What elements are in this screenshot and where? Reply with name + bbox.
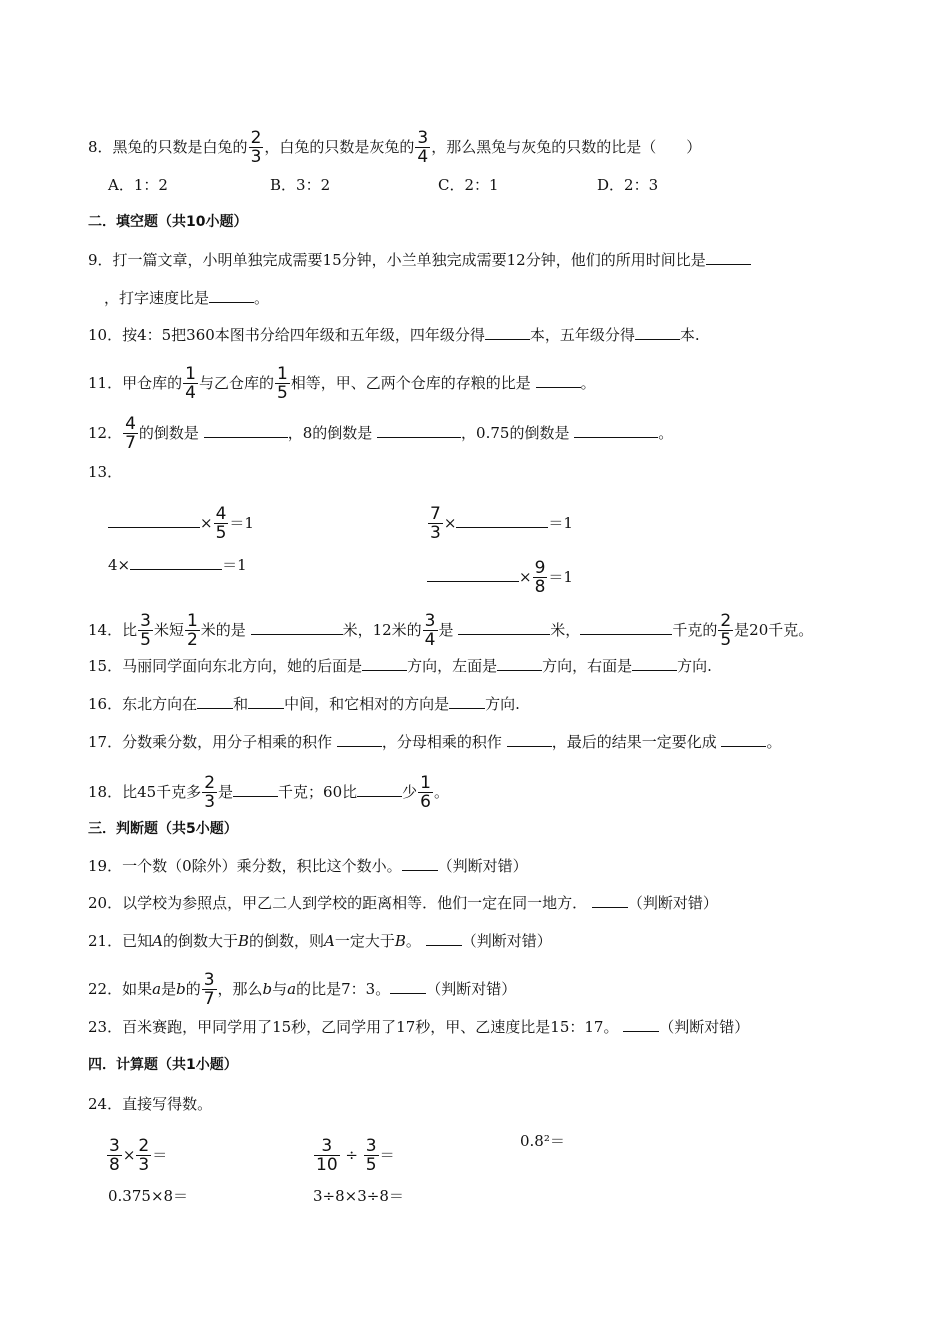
question-text: ，8的倒数是 (287, 424, 373, 442)
question-number: 11． (88, 374, 123, 392)
equation-13d (427, 560, 573, 596)
expression: 4× (108, 556, 131, 574)
question-12 (88, 416, 673, 452)
numerator: 3 (109, 1136, 120, 1156)
denominator: 6 (420, 792, 431, 812)
question-15 (88, 656, 712, 676)
denominator: 4 (424, 630, 436, 650)
fraction (423, 613, 438, 649)
numerator: 1 (185, 364, 196, 384)
answer-blank[interactable] (130, 555, 222, 570)
denominator: 3 (250, 147, 262, 167)
question-14 (88, 613, 813, 649)
numerator: 2 (250, 128, 262, 148)
question-text: （判断对错） (426, 980, 517, 998)
question-text: 比45千克多 (122, 783, 202, 801)
question-number: 22． (88, 980, 123, 998)
question-24 (88, 1094, 212, 1114)
question-text: 和 (233, 695, 249, 713)
fraction (415, 130, 430, 166)
answer-blank[interactable] (362, 656, 407, 671)
question-text: 米的是 (200, 621, 246, 639)
equals-one: ＝1 (548, 514, 573, 532)
section-heading-calculation: 四．计算题（共1小题） (88, 1057, 238, 1073)
option-c: C．2：1 (438, 176, 499, 194)
fraction (533, 560, 548, 596)
denominator: 5 (215, 523, 227, 543)
question-number: 21． (88, 932, 123, 950)
equals-one: ＝1 (548, 568, 573, 586)
numerator: 3 (424, 611, 436, 631)
answer-blank[interactable] (337, 732, 382, 747)
numerator: 7 (430, 504, 441, 524)
question-text: 本，五年级分得 (529, 326, 635, 344)
question-19 (88, 856, 528, 876)
fraction (202, 972, 217, 1008)
question-text: ，0.75的倒数是 (461, 424, 570, 442)
question-text: （判断对错） (627, 894, 718, 912)
question-number: 19． (88, 857, 123, 875)
question-9 (88, 250, 751, 270)
question-text: 方向，左面是 (407, 657, 498, 675)
fraction (275, 366, 290, 402)
question-text: （判断对错） (659, 1018, 750, 1036)
question-text: 按4：5把360本图书分给四年级和五年级，四年级分得 (122, 326, 485, 344)
question-text: 是 (161, 980, 177, 998)
option-a: A．1：2 (108, 176, 168, 194)
question-text: 。 (766, 733, 782, 751)
answer-blank[interactable] (635, 325, 680, 340)
question-text: 直接写得数。 (122, 1095, 213, 1113)
question-text: 米， (550, 621, 581, 639)
expression-24c: 0.8²＝ (520, 1132, 565, 1150)
question-11 (88, 366, 596, 402)
answer-blank[interactable] (632, 656, 677, 671)
question-number: 15． (88, 657, 123, 675)
question-number: 12． (88, 424, 123, 442)
operator: ÷ (345, 1146, 358, 1164)
question-text: 相等，甲、乙两个仓库的存粮的比是 (290, 374, 531, 392)
variable-a: A (152, 932, 163, 950)
answer-blank[interactable] (449, 694, 485, 709)
question-text: ，分母相乘的积作 (381, 733, 502, 751)
question-text: 与 (272, 980, 288, 998)
question-number: 17． (88, 733, 123, 751)
question-text: （判断对错） (437, 857, 528, 875)
section-heading-fill-in: 二．填空题（共10小题） (88, 214, 248, 230)
question-number: 24． (88, 1095, 123, 1113)
denominator: 5 (140, 630, 151, 650)
fraction (107, 1138, 122, 1174)
fraction (314, 1138, 340, 1174)
option-b: B．3：2 (270, 176, 331, 194)
question-10 (88, 325, 700, 345)
question-text: 方向，右面是 (542, 657, 633, 675)
question-text: 本. (679, 326, 700, 344)
question-text: 的倒数是 (138, 424, 199, 442)
question-text: 。 (658, 424, 674, 442)
answer-blank[interactable] (402, 856, 438, 871)
answer-blank[interactable] (580, 620, 672, 635)
answer-blank[interactable] (426, 931, 462, 946)
numerator: 2 (720, 611, 732, 631)
answer-blank[interactable] (623, 1017, 659, 1032)
question-20 (88, 893, 718, 913)
equation-13c (108, 555, 247, 575)
question-text: 一个数（0除外）乘分数，积比这个数小。 (122, 857, 402, 875)
answer-blank[interactable] (721, 732, 766, 747)
question-17 (88, 732, 782, 752)
question-22 (88, 972, 516, 1008)
question-text: 如果 (122, 980, 153, 998)
equation-13b (427, 506, 573, 542)
answer-blank[interactable] (458, 620, 550, 635)
question-text: 。 (254, 289, 270, 307)
question-text: 。 (580, 374, 596, 392)
question-number: 14． (88, 621, 123, 639)
answer-blank[interactable] (592, 893, 628, 908)
expression-24a (106, 1138, 167, 1174)
denominator: 4 (185, 383, 196, 403)
question-text: 的倒数大于 (162, 932, 238, 950)
answer-blank[interactable] (485, 325, 530, 340)
equals-sign: ＝ (379, 1146, 395, 1164)
denominator: 3 (138, 1155, 150, 1175)
question-text: 比 (122, 621, 138, 639)
operator: × (122, 1146, 136, 1164)
question-number: 23． (88, 1018, 123, 1036)
question-number: 8． (88, 138, 113, 156)
variable-b: B (237, 932, 249, 950)
question-text: 是 (438, 621, 454, 639)
question-text: 打一篇文章，小明单独完成需要15分钟，小兰单独完成需要12分钟，他们的所用时间比是 (112, 251, 706, 269)
fraction (249, 130, 264, 166)
expression-24d: 0.375×8＝ (108, 1187, 189, 1205)
fraction (418, 775, 433, 811)
numerator: 3 (321, 1136, 333, 1156)
numerator: 2 (138, 1136, 150, 1156)
fraction (185, 613, 200, 649)
operator: × (443, 514, 457, 532)
fraction (138, 613, 153, 649)
variable-b: b (176, 980, 186, 998)
question-13: 13． (88, 463, 123, 481)
answer-blank[interactable] (357, 782, 402, 797)
question-text: ，那么黑兔与灰兔的只数的比是（ ） (431, 138, 702, 156)
fraction (202, 775, 217, 811)
answer-blank[interactable] (197, 694, 233, 709)
numerator: 3 (417, 128, 429, 148)
question-number: 16． (88, 695, 123, 713)
question-text: ，白兔的只数是灰兔的 (264, 138, 415, 156)
question-18 (88, 775, 449, 811)
expression-24e: 3÷8×3÷8＝ (313, 1187, 404, 1205)
question-text: 方向. (677, 657, 712, 675)
fraction (718, 613, 733, 649)
answer-blank[interactable] (536, 373, 581, 388)
numerator: 3 (203, 970, 215, 990)
question-text: ，那么 (217, 980, 263, 998)
answer-blank[interactable] (574, 423, 658, 438)
equals-one: ＝1 (222, 556, 247, 574)
question-text: 的比是7：3。 (296, 980, 391, 998)
question-text: 与乙仓库的 (198, 374, 274, 392)
question-text: 少 (402, 783, 418, 801)
question-text: 是 (218, 783, 234, 801)
denominator: 3 (430, 523, 441, 543)
question-text: （判断对错） (461, 932, 552, 950)
denominator: 10 (316, 1155, 338, 1175)
option-d: D．2：3 (597, 176, 659, 194)
question-number: 9． (88, 251, 113, 269)
answer-blank[interactable] (427, 567, 519, 582)
numerator: 9 (534, 558, 546, 578)
denominator: 5 (276, 383, 288, 403)
section-heading-true-false: 三．判断题（共5小题） (88, 821, 238, 837)
question-16 (88, 694, 520, 714)
question-text: ，打字速度比是 (104, 289, 210, 307)
equation-13a (108, 506, 254, 542)
answer-blank[interactable] (108, 513, 200, 528)
variable-b: B (394, 932, 406, 950)
answer-blank[interactable] (248, 694, 284, 709)
fraction (214, 506, 229, 542)
denominator: 8 (109, 1155, 120, 1175)
fraction (123, 416, 138, 452)
question-21 (88, 931, 552, 951)
operator: × (200, 514, 213, 532)
answer-blank[interactable] (390, 979, 426, 994)
answer-blank[interactable] (233, 782, 278, 797)
answer-blank[interactable] (497, 656, 542, 671)
numerator: 3 (365, 1136, 377, 1156)
question-9-cont (104, 288, 269, 308)
numerator: 1 (276, 364, 288, 384)
numerator: 3 (140, 611, 151, 631)
answer-blank[interactable] (209, 288, 254, 303)
variable-b: b (262, 980, 273, 998)
question-text: 。 (405, 932, 421, 950)
fraction (364, 1138, 379, 1174)
question-text: 千克的 (672, 621, 718, 639)
question-8 (88, 130, 701, 166)
question-text: 以学校为参照点，甲乙二人到学校的距离相等．他们一定在同一地方． (122, 894, 588, 912)
question-text: 百米赛跑，甲同学用了15秒，乙同学用了17秒，甲、乙速度比是15：17。 (122, 1018, 619, 1036)
question-text: 千克；60比 (278, 783, 358, 801)
question-text: 方向. (485, 695, 520, 713)
answer-blank[interactable] (377, 423, 461, 438)
answer-blank[interactable] (204, 423, 288, 438)
question-text: 中间，和它相对的方向是 (284, 695, 450, 713)
denominator: 4 (417, 147, 429, 167)
fraction (183, 366, 198, 402)
numerator: 4 (125, 414, 136, 434)
question-text: 黑兔的只数是白兔的 (112, 138, 248, 156)
variable-a: a (152, 980, 162, 998)
numerator: 4 (215, 504, 227, 524)
operator: × (519, 568, 532, 586)
question-23 (88, 1017, 749, 1037)
answer-blank[interactable] (507, 732, 552, 747)
equals-sign: ＝ (152, 1146, 168, 1164)
denominator: 5 (720, 630, 732, 650)
question-number: 20． (88, 894, 123, 912)
question-text: ，最后的结果一定要化成 (551, 733, 717, 751)
question-text: 米短 (153, 621, 184, 639)
answer-blank[interactable] (251, 620, 343, 635)
answer-blank[interactable] (706, 250, 751, 265)
equals-one: ＝1 (229, 514, 254, 532)
question-text: 米，12米的 (342, 621, 422, 639)
question-text: 是20千克。 (734, 621, 814, 639)
denominator: 2 (186, 630, 198, 650)
answer-blank[interactable] (456, 513, 548, 528)
question-number: 10． (88, 326, 123, 344)
question-text: 的 (185, 980, 201, 998)
question-text: 一定大于 (334, 932, 395, 950)
numerator: 1 (420, 773, 431, 793)
denominator: 8 (534, 577, 546, 597)
variable-a: a (287, 980, 297, 998)
denominator: 5 (365, 1155, 377, 1175)
question-text: 甲仓库的 (122, 374, 183, 392)
question-text: 东北方向在 (122, 695, 198, 713)
question-text: 马丽同学面向东北方向，她的后面是 (122, 657, 363, 675)
fraction (136, 1138, 151, 1174)
numerator: 1 (186, 611, 198, 631)
question-text: 。 (433, 783, 449, 801)
question-text: 分数乘分数，用分子相乘的积作 (122, 733, 333, 751)
denominator: 7 (203, 989, 215, 1009)
fraction (428, 506, 443, 542)
denominator: 3 (204, 792, 216, 812)
numerator: 2 (204, 773, 216, 793)
question-text: 已知 (122, 932, 153, 950)
denominator: 7 (125, 433, 136, 453)
question-number: 18． (88, 783, 123, 801)
expression-24b (313, 1138, 395, 1174)
variable-a: A (324, 932, 335, 950)
question-text: 的倒数，则 (249, 932, 325, 950)
